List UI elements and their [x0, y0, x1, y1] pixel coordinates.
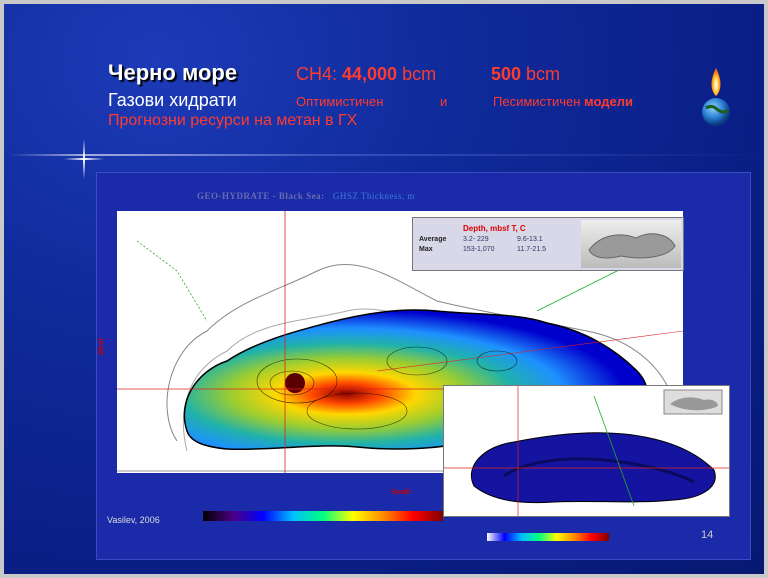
- axis-south-label: South: [391, 489, 411, 496]
- ch4-optimistic-estimate: CH4: 44,000 bcm: [296, 64, 437, 84]
- figure-credit: Vasilev, 2006: [107, 515, 160, 525]
- stats-row-label: Max: [419, 246, 433, 253]
- color-scale-main: [203, 511, 443, 521]
- page-number: 14: [701, 529, 714, 541]
- figure-panel: [96, 172, 751, 560]
- stats-table: [412, 217, 684, 271]
- stats-row-depth: 3.2- 229: [463, 236, 489, 243]
- stats-table-header: Depth, mbsf T, C: [463, 224, 526, 233]
- optimistic-label: Оптимистичен: [296, 94, 384, 109]
- figure-heading: GEO-HYDRATE - Black Sea: GHSZ Thickness, m: [197, 191, 415, 201]
- and-label: и: [440, 94, 448, 109]
- pessimistic-label: Песимистичен модели: [493, 94, 633, 109]
- stats-row-temp: 9.6-13.1: [517, 236, 543, 243]
- stats-row-label: Average: [419, 236, 447, 243]
- forecast-label: Прогнозни ресурси на метан в ГХ: [108, 112, 358, 129]
- axis-west-label: West: [97, 338, 105, 355]
- decorative-shine-line: [8, 154, 768, 156]
- stats-row-temp: 11.7-21.5: [517, 246, 547, 253]
- stats-row-depth: 153-1,070: [463, 246, 495, 253]
- relief-thumbnail: [581, 220, 681, 268]
- inset-map: [443, 385, 730, 517]
- slide-subtitle: Газови хидрати: [108, 90, 237, 110]
- inset-map-drawing: [444, 386, 729, 516]
- slide-title: Черно море: [108, 60, 238, 85]
- candle-globe-icon: [696, 66, 736, 130]
- ch4-pessimistic-estimate: 500 bcm: [491, 64, 561, 84]
- color-scale-inset: [487, 533, 609, 541]
